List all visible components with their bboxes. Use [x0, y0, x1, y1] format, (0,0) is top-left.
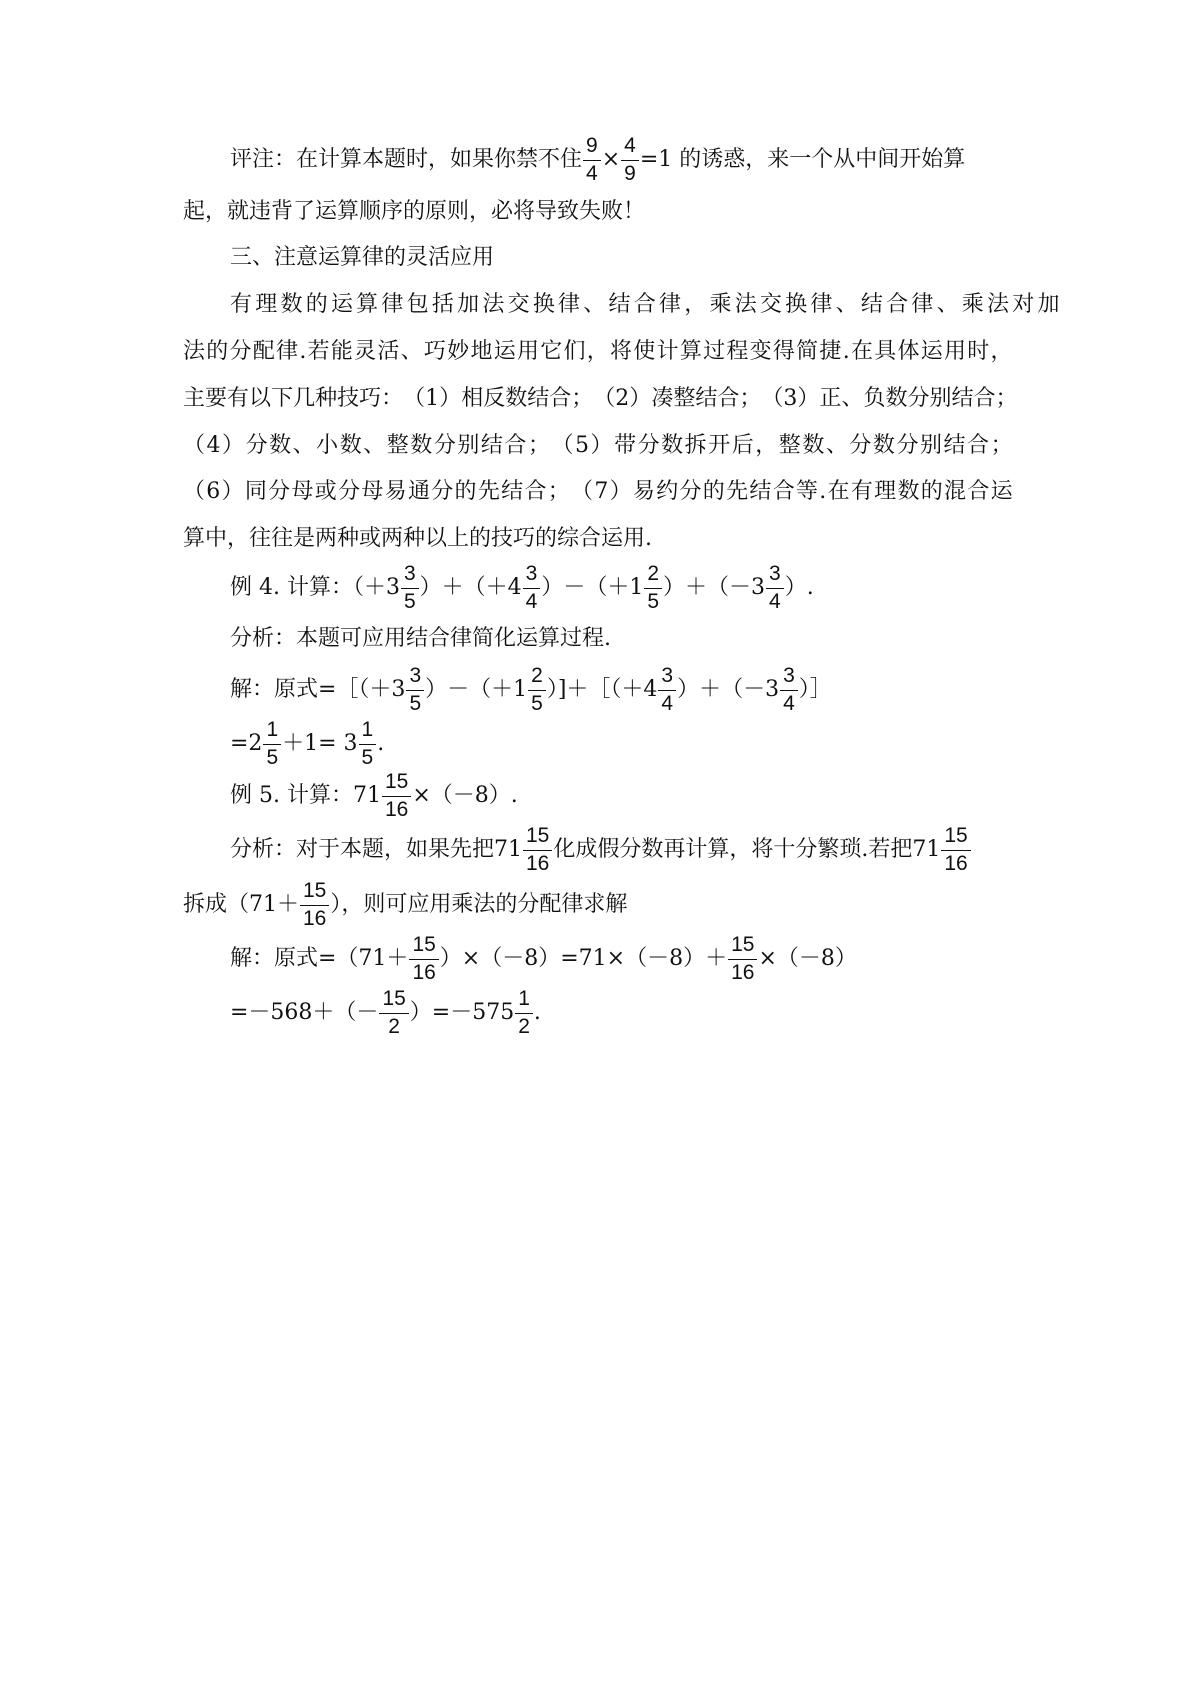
text-glyph: 律	[558, 292, 581, 317]
fraction	[728, 934, 757, 983]
analysis-5-line-1	[230, 824, 1060, 876]
text-glyph: 妙	[447, 339, 470, 364]
text-run: ）－（＋1	[541, 575, 644, 600]
text-run: ）]＋［（＋4	[546, 677, 658, 702]
text-glyph: 通	[407, 479, 430, 504]
text-glyph: 1	[425, 386, 440, 411]
text-glyph: 们	[563, 339, 586, 364]
fraction-numerator: 15	[523, 825, 552, 850]
text-glyph: 结	[527, 386, 550, 411]
text-glyph: 交	[507, 292, 530, 317]
text-glyph: （	[593, 386, 616, 411]
text-glyph: 分	[229, 339, 252, 364]
fraction-denominator: 5	[531, 691, 543, 715]
fraction	[409, 934, 438, 983]
text-glyph: 分	[849, 433, 872, 458]
text-glyph: （	[183, 479, 206, 504]
paragraph-line-1	[230, 279, 1060, 331]
text-glyph: 合	[967, 479, 990, 504]
analysis-5-line-2	[183, 879, 1013, 931]
text-glyph: 、	[936, 292, 959, 317]
paragraph-line-5	[183, 466, 1013, 518]
text-glyph: 在	[850, 339, 873, 364]
text-glyph: （	[183, 433, 206, 458]
text-run: 分析：本题可应用结合律简化运算过程.	[230, 626, 611, 651]
text-run: 化成假分数再计算，将十分繁琐.若把71	[553, 837, 941, 862]
text-run: 解：原式=（71＋	[230, 946, 409, 971]
text-glyph: 数	[802, 433, 825, 458]
text-run: ）－（＋1	[425, 677, 528, 702]
text-glyph: 数	[661, 433, 684, 458]
text-glyph: 数	[885, 386, 908, 411]
text-glyph: 的	[305, 292, 328, 317]
fraction	[941, 825, 970, 874]
text-glyph: 整	[778, 433, 801, 458]
text-glyph: 巧	[423, 339, 446, 364]
text-glyph: 同	[244, 479, 267, 504]
text-glyph: 别	[457, 433, 480, 458]
text-glyph: 分	[431, 479, 454, 504]
fraction-denominator: 16	[731, 960, 755, 984]
text-glyph: 整	[386, 433, 409, 458]
text-glyph: 数	[280, 292, 303, 317]
text-glyph: （	[403, 386, 426, 411]
text-glyph: （	[571, 479, 594, 504]
text-glyph: 分	[896, 433, 919, 458]
fraction-denominator: 5	[403, 589, 416, 613]
fraction-denominator: 4	[525, 589, 538, 613]
text-glyph: 结	[749, 479, 772, 504]
text-glyph: 分	[637, 433, 660, 458]
text-glyph: 技	[337, 386, 360, 411]
text-glyph: 要	[205, 386, 228, 411]
text-glyph: 或	[314, 479, 337, 504]
fraction	[359, 719, 377, 768]
fraction-denominator: 4	[783, 691, 795, 715]
text-run: ×	[601, 147, 621, 172]
text-glyph: 数	[872, 433, 895, 458]
fraction-denominator: 5	[266, 745, 279, 769]
fraction-numerator: 4	[621, 135, 639, 160]
text-glyph: 合	[772, 479, 795, 504]
text-glyph: （	[551, 433, 574, 458]
text-glyph: ）	[629, 386, 652, 411]
text-glyph: ）	[797, 386, 820, 411]
text-glyph: ，	[755, 433, 778, 458]
text-glyph: 巧	[359, 386, 382, 411]
example-5-line	[230, 770, 1060, 822]
text-glyph: 易	[632, 479, 655, 504]
text-glyph: 法	[482, 292, 505, 317]
text-glyph: 相	[461, 386, 484, 411]
text-glyph: 数	[269, 433, 292, 458]
fraction	[300, 880, 329, 929]
text-glyph: 计	[656, 339, 679, 364]
fraction	[263, 719, 281, 768]
text-glyph: 合	[717, 386, 740, 411]
text-run: ）＋（－3	[677, 677, 780, 702]
comment-line-1	[230, 134, 1060, 186]
text-run: ＋1= 3	[282, 731, 358, 756]
text-glyph: 理	[255, 292, 278, 317]
text-glyph: .	[299, 339, 307, 364]
text-glyph: 分	[433, 433, 456, 458]
text-glyph: 律	[276, 339, 299, 364]
text-glyph: 加	[1037, 292, 1060, 317]
text-glyph: 5	[575, 433, 590, 458]
fraction-numerator: 1	[515, 988, 533, 1013]
text-run: 例 4. 计算：（＋3	[230, 575, 400, 600]
text-run: ×（－8）.	[412, 783, 518, 808]
fraction-numerator: 3	[523, 563, 541, 588]
solution-4-line-2	[230, 718, 1060, 770]
text-glyph: 运	[493, 339, 516, 364]
text-glyph: .	[842, 339, 850, 364]
text-run: 分析：对于本题，如果先把71	[230, 837, 522, 862]
fraction-denominator: 16	[412, 960, 436, 984]
example-4-line	[230, 562, 1060, 614]
fraction-numerator: 15	[379, 988, 408, 1013]
text-glyph: 乘	[709, 292, 732, 317]
comment-line-2	[183, 186, 1013, 238]
text-glyph: 对	[1012, 292, 1035, 317]
text-glyph: 合	[504, 433, 527, 458]
fraction-denominator: 5	[361, 745, 374, 769]
paragraph-line-6	[183, 513, 1013, 565]
fraction	[382, 771, 411, 820]
section-heading	[230, 232, 1060, 284]
fraction-denominator: 2	[518, 1014, 530, 1038]
fraction-numerator: 2	[644, 563, 662, 588]
fraction	[644, 563, 662, 612]
text-glyph: 数	[410, 433, 433, 458]
text-glyph: 交	[759, 292, 782, 317]
text-glyph: 它	[540, 339, 563, 364]
text-glyph: 合	[967, 433, 990, 458]
text-run: ）=－575	[409, 1000, 515, 1025]
text-glyph: 时	[967, 339, 990, 364]
text-glyph: ；	[527, 433, 550, 458]
text-run: ）＋（＋4	[419, 575, 522, 600]
text-glyph: 小	[316, 433, 339, 458]
text-glyph: 换	[785, 292, 808, 317]
text-glyph: 用	[944, 339, 967, 364]
text-glyph: 算	[679, 339, 702, 364]
fraction	[379, 988, 408, 1037]
text-run: 算中，往往是两种或两种以上的技巧的综合运用.	[183, 526, 652, 551]
paragraph-line-4	[183, 420, 1013, 472]
text-run: ）×（－8）=71×（－8）＋	[439, 946, 728, 971]
text-glyph: 数	[339, 433, 362, 458]
fraction-numerator: 3	[658, 665, 676, 690]
text-glyph: 的	[920, 479, 943, 504]
text-glyph: 法	[183, 339, 206, 364]
text-glyph: 易	[384, 479, 407, 504]
text-glyph: ，	[684, 292, 707, 317]
fraction	[658, 665, 676, 714]
text-glyph: 律	[911, 292, 934, 317]
text-glyph: ，	[990, 339, 1013, 364]
fraction-numerator: 1	[359, 719, 377, 744]
text-glyph: 地	[470, 339, 493, 364]
fraction	[406, 665, 424, 714]
text-glyph: 有	[230, 292, 253, 317]
fraction-denominator: 16	[526, 851, 550, 875]
text-glyph: 先	[726, 479, 749, 504]
text-glyph: 约	[656, 479, 679, 504]
text-glyph: ：	[381, 386, 404, 411]
text-glyph: 运	[990, 479, 1013, 504]
fraction-denominator: 5	[409, 691, 422, 715]
text-glyph: 7	[594, 479, 609, 504]
text-glyph: 合	[973, 386, 996, 411]
text-glyph: 、	[400, 339, 423, 364]
text-run: .	[377, 731, 385, 756]
text-glyph: 、	[583, 292, 606, 317]
text-glyph: 母	[291, 479, 314, 504]
text-glyph: 结	[951, 386, 974, 411]
text-glyph: 合	[524, 479, 547, 504]
text-run: .	[533, 1000, 541, 1025]
fraction	[523, 825, 552, 874]
text-glyph: 活	[377, 339, 400, 364]
text-glyph: ；	[995, 386, 1018, 411]
text-glyph: ；	[571, 386, 594, 411]
text-glyph: 数	[897, 479, 920, 504]
text-glyph: 换	[532, 292, 555, 317]
text-glyph: 合	[549, 386, 572, 411]
fraction-numerator: 2	[528, 665, 546, 690]
text-run: ）.	[784, 575, 814, 600]
fraction-denominator: 16	[303, 906, 327, 930]
text-glyph: 、	[841, 386, 864, 411]
text-glyph: 正	[819, 386, 842, 411]
fraction	[515, 988, 533, 1037]
text-glyph: 混	[944, 479, 967, 504]
text-glyph: 若	[307, 339, 330, 364]
text-glyph: 结	[860, 292, 883, 317]
text-glyph: 合	[886, 292, 909, 317]
text-glyph: 反	[483, 386, 506, 411]
text-run: 起，就违背了运算顺序的原则，必将导致失败！	[183, 199, 646, 224]
text-glyph: 灵	[354, 339, 377, 364]
text-glyph: ，	[586, 339, 609, 364]
text-glyph: 在	[827, 479, 850, 504]
text-glyph: 别	[919, 433, 942, 458]
fraction-denominator: 9	[624, 161, 636, 185]
text-run: 拆成（71＋	[183, 892, 299, 917]
text-glyph: 律	[381, 292, 404, 317]
text-glyph: 后	[731, 433, 754, 458]
text-glyph: 分	[245, 433, 268, 458]
fraction-denominator: 4	[661, 691, 674, 715]
text-glyph: 、	[292, 433, 315, 458]
text-glyph: 开	[708, 433, 731, 458]
text-glyph: 得	[772, 339, 795, 364]
text-glyph: 的	[454, 479, 477, 504]
fraction	[780, 665, 798, 714]
text-glyph: 结	[608, 292, 631, 317]
text-glyph: 先	[477, 479, 500, 504]
text-glyph: ）	[439, 386, 462, 411]
text-glyph: 数	[505, 386, 528, 411]
text-run: =1 的诱惑，来一个从中间开始算	[639, 147, 966, 172]
text-glyph: 、	[825, 433, 848, 458]
fraction-denominator: 16	[384, 797, 409, 821]
text-run: ）］	[798, 677, 832, 702]
text-glyph: ）	[590, 433, 613, 458]
solution-4-line-1	[230, 664, 1060, 716]
fraction	[766, 563, 784, 612]
text-glyph: 捷	[819, 339, 842, 364]
fraction-denominator: 4	[769, 589, 781, 613]
text-glyph: 以	[249, 386, 272, 411]
fraction	[583, 135, 601, 184]
text-glyph: 合	[633, 292, 656, 317]
solution-5-line-1	[230, 933, 1060, 985]
text-glyph: 等	[795, 479, 818, 504]
fraction-denominator: 5	[647, 589, 660, 613]
analysis-4-line	[230, 613, 1060, 665]
paragraph-line-2	[183, 326, 1013, 378]
text-glyph: 带	[614, 433, 637, 458]
text-glyph: 6	[206, 479, 221, 504]
text-glyph: 分	[907, 386, 930, 411]
fraction-numerator: 1	[263, 719, 281, 744]
text-glyph: 配	[252, 339, 275, 364]
text-glyph: 分	[338, 479, 361, 504]
text-glyph: 结	[501, 479, 524, 504]
fraction-denominator: 2	[388, 1014, 400, 1038]
text-glyph: 几	[293, 386, 316, 411]
text-glyph: 整	[673, 386, 696, 411]
text-glyph: 简	[796, 339, 819, 364]
text-run: ）＋（－3	[663, 575, 766, 600]
text-glyph: 律	[810, 292, 833, 317]
text-glyph: 律	[658, 292, 681, 317]
text-glyph: 下	[271, 386, 294, 411]
text-glyph: 3	[783, 386, 798, 411]
fraction-numerator: 9	[583, 135, 601, 160]
text-glyph: 的	[206, 339, 229, 364]
fraction-numerator: 15	[382, 771, 411, 796]
fraction-denominator: 4	[586, 161, 598, 185]
text-glyph: 程	[726, 339, 749, 364]
text-glyph: ；	[547, 479, 570, 504]
solution-5-line-2	[230, 987, 1060, 1039]
fraction-numerator: 15	[728, 934, 757, 959]
text-run: 三、注意运算律的灵活应用	[230, 245, 495, 270]
text-glyph: 运	[920, 339, 943, 364]
text-glyph: ；	[990, 433, 1013, 458]
text-run: ），则可应用乘法的分配律求解	[330, 892, 628, 917]
text-run: =2	[230, 731, 263, 756]
fraction-denominator: 16	[944, 851, 968, 875]
fraction-numerator: 3	[406, 665, 424, 690]
text-glyph: 结	[943, 433, 966, 458]
text-glyph: 法	[987, 292, 1010, 317]
text-glyph: 用	[516, 339, 539, 364]
text-glyph: （	[761, 386, 784, 411]
text-glyph: ）	[222, 433, 245, 458]
text-run: 例 5. 计算：71	[230, 783, 381, 808]
text-glyph: 过	[703, 339, 726, 364]
text-glyph: 种	[315, 386, 338, 411]
text-glyph: 主	[183, 386, 206, 411]
text-glyph: 、	[363, 433, 386, 458]
text-glyph: 别	[929, 386, 952, 411]
text-glyph: 能	[330, 339, 353, 364]
text-glyph: 母	[361, 479, 384, 504]
text-glyph: 理	[874, 479, 897, 504]
text-glyph: 法	[734, 292, 757, 317]
text-glyph: 包	[406, 292, 429, 317]
text-run: 评注：在计算本题时，如果你禁不住	[230, 147, 583, 172]
text-glyph: 有	[850, 479, 873, 504]
text-glyph: 将	[610, 339, 633, 364]
text-glyph: 具	[874, 339, 897, 364]
text-run: ×（－8）	[758, 946, 857, 971]
fraction-numerator: 15	[300, 880, 329, 905]
text-glyph: 乘	[961, 292, 984, 317]
fraction-numerator: 15	[941, 825, 970, 850]
text-run: 解：原式=［（＋3	[230, 677, 406, 702]
text-glyph: ）	[221, 479, 244, 504]
text-glyph: 的	[702, 479, 725, 504]
text-glyph: 、	[835, 292, 858, 317]
fraction	[523, 563, 541, 612]
text-glyph: 负	[863, 386, 886, 411]
text-glyph: 4	[206, 433, 221, 458]
text-glyph: 变	[749, 339, 772, 364]
fraction-numerator: 3	[766, 563, 784, 588]
text-glyph: .	[819, 479, 827, 504]
fraction-numerator: 15	[409, 934, 438, 959]
text-glyph: 运	[330, 292, 353, 317]
text-run: =－568＋（－	[230, 1000, 379, 1025]
text-glyph: 结	[480, 433, 503, 458]
text-glyph: 算	[356, 292, 379, 317]
text-glyph: 括	[431, 292, 454, 317]
fraction	[621, 135, 639, 184]
text-glyph: 凑	[651, 386, 674, 411]
fraction	[528, 665, 546, 714]
text-glyph: ；	[739, 386, 762, 411]
text-glyph: 分	[268, 479, 291, 504]
text-glyph: 有	[227, 386, 250, 411]
text-glyph: 体	[897, 339, 920, 364]
paragraph-line-3	[183, 373, 1018, 425]
text-glyph: 2	[615, 386, 630, 411]
text-glyph: 加	[457, 292, 480, 317]
fraction-numerator: 3	[401, 563, 419, 588]
fraction	[401, 563, 419, 612]
text-glyph: 拆	[684, 433, 707, 458]
text-glyph: 结	[695, 386, 718, 411]
text-glyph: ）	[609, 479, 632, 504]
fraction-numerator: 3	[780, 665, 798, 690]
text-glyph: 分	[679, 479, 702, 504]
text-glyph: 使	[633, 339, 656, 364]
